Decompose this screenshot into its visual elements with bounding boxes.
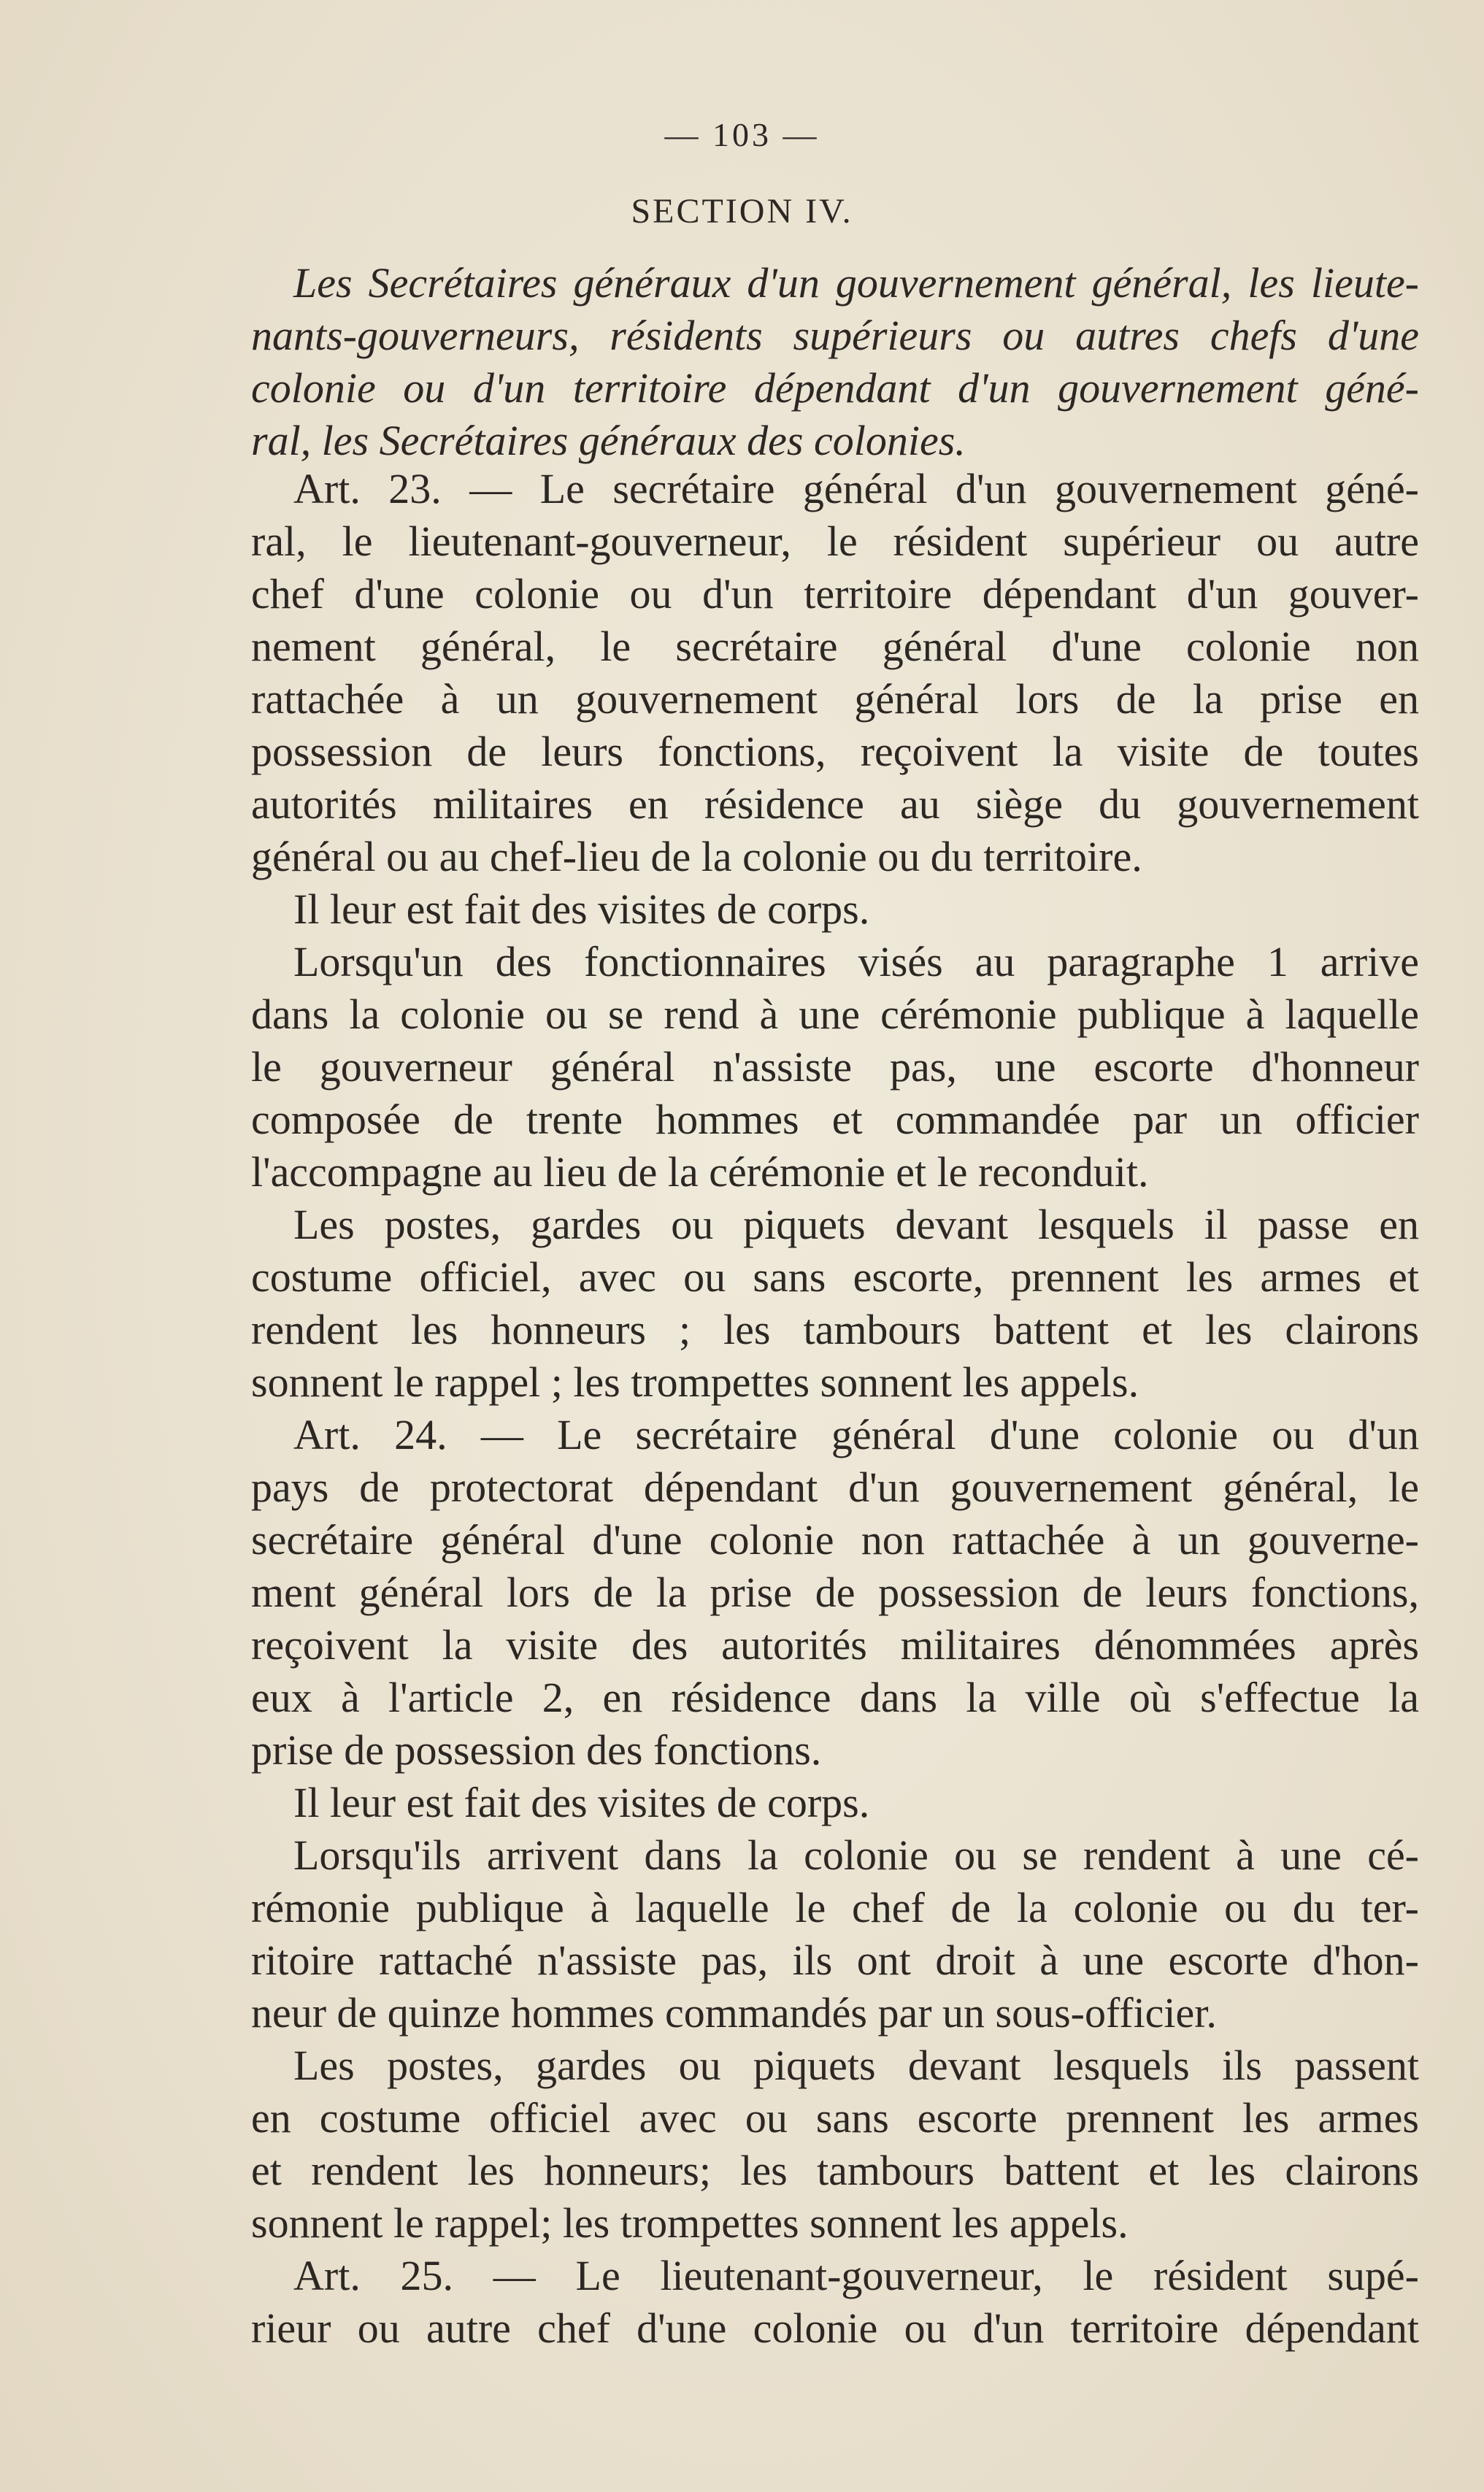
paragraph-line: ment général lors de la prise de possession de leurs fonctions, bbox=[251, 1569, 1419, 1616]
intro-line: colonie ou d'un territoire dépendant d'un gouvernement géné- bbox=[251, 364, 1419, 412]
section-heading: SECTION IV. bbox=[631, 192, 853, 231]
paragraph-line: le gouverneur général n'assiste pas, une escorte d'honneur bbox=[251, 1043, 1419, 1091]
paragraph-line: rémonie publique à laquelle le chef de la colonie ou du ter- bbox=[251, 1884, 1419, 1931]
paragraph-line: neur de quinze hommes commandés par un sous-officier. bbox=[251, 1989, 1217, 2037]
paragraph bbox=[251, 1777, 1419, 1829]
paragraph-line: eux à l'article 2, en résidence dans la ville où s'effectue la bbox=[251, 1674, 1419, 1721]
paragraph-line: en costume officiel avec ou sans escorte prennent les armes bbox=[251, 2094, 1419, 2142]
paragraph-line: l'accompagne au lieu de la cérémonie et le reconduit. bbox=[251, 1148, 1149, 1196]
paragraph-line: général ou au chef-lieu de la colonie ou du territoire. bbox=[251, 833, 1142, 880]
paragraph-line: Art. 24. — Le secrétaire général d'une colonie ou d'un bbox=[293, 1411, 1419, 1458]
paragraph-line: nement général, le secrétaire général d'une colonie non bbox=[251, 623, 1419, 670]
paragraph-line: rendent les honneurs ; les tambours battent et les clairons bbox=[251, 1306, 1419, 1353]
paragraph-line: possession de leurs fonctions, reçoivent la visite de toutes bbox=[251, 728, 1419, 775]
paragraph-line: Les postes, gardes ou piquets devant lesquels il passe en bbox=[293, 1201, 1419, 1248]
section-intro bbox=[251, 257, 1419, 467]
intro-line: Les Secrétaires généraux d'un gouvernement général, les lieute- bbox=[293, 259, 1419, 307]
paragraph-line: costume officiel, avec ou sans escorte, prennent les armes et bbox=[251, 1253, 1419, 1301]
paragraph-line: Les postes, gardes ou piquets devant lesquels ils passent bbox=[293, 2042, 1419, 2089]
paragraph bbox=[251, 1829, 1419, 2039]
paragraph bbox=[251, 2039, 1419, 2250]
intro-line: ral, les Secrétaires généraux des colonies. bbox=[251, 417, 966, 464]
paragraph-line: Art. 25. — Le lieutenant-gouverneur, le résident supé- bbox=[293, 2252, 1419, 2299]
paragraph-line: secrétaire général d'une colonie non rattachée à un gouverne- bbox=[251, 1516, 1419, 1564]
body-text bbox=[251, 463, 1419, 2355]
paragraph-line: ral, le lieutenant-gouverneur, le résident supérieur ou autre bbox=[251, 518, 1419, 565]
paragraph bbox=[251, 1199, 1419, 1409]
paragraph-line: sonnent le rappel; les trompettes sonnent les appels. bbox=[251, 2199, 1129, 2247]
paragraph-line: Lorsqu'ils arrivent dans la colonie ou se rendent à une cé- bbox=[293, 1831, 1419, 1879]
paragraph bbox=[251, 1409, 1419, 1777]
paragraph bbox=[251, 463, 1419, 883]
paragraph-line: rieur ou autre chef d'une colonie ou d'un territoire dépendant bbox=[251, 2304, 1419, 2352]
paragraph-line: chef d'une colonie ou d'un territoire dépendant d'un gouver- bbox=[251, 570, 1419, 618]
paragraph-line: pays de protectorat dépendant d'un gouvernement général, le bbox=[251, 1464, 1419, 1511]
paragraph bbox=[251, 883, 1419, 936]
paragraph-line: dans la colonie ou se rend à une cérémonie publique à laquelle bbox=[251, 991, 1419, 1038]
paragraph-line: rattachée à un gouvernement général lors de la prise en bbox=[251, 675, 1419, 723]
paragraph-line: Art. 23. — Le secrétaire général d'un gouvernement géné- bbox=[293, 465, 1419, 512]
paragraph-line: ritoire rattaché n'assiste pas, ils ont droit à une escorte d'hon- bbox=[251, 1937, 1419, 1984]
paragraph-line: Lorsqu'un des fonctionnaires visés au paragraphe 1 arrive bbox=[293, 938, 1419, 985]
paragraph bbox=[251, 2250, 1419, 2355]
paragraph-line: sonnent le rappel ; les trompettes sonnent les appels. bbox=[251, 1358, 1139, 1406]
paragraph-line: autorités militaires en résidence au siège du gouvernement bbox=[251, 780, 1419, 828]
paragraph-line: Il leur est fait des visites de corps. bbox=[293, 1779, 870, 1826]
paragraph-line: et rendent les honneurs; les tambours battent et les clairons bbox=[251, 2147, 1419, 2194]
paragraph-line: Il leur est fait des visites de corps. bbox=[293, 885, 870, 933]
paragraph-line: composée de trente hommes et commandée par un officier bbox=[251, 1096, 1419, 1143]
paragraph bbox=[251, 936, 1419, 1199]
page-number: — 103 — bbox=[664, 116, 820, 153]
intro-line: nants-gouverneurs, résidents supérieurs ou autres chefs d'une bbox=[251, 312, 1419, 359]
paragraph-line: reçoivent la visite des autorités militaires dénommées après bbox=[251, 1621, 1419, 1669]
paragraph-line: prise de possession des fonctions. bbox=[251, 1726, 822, 1774]
